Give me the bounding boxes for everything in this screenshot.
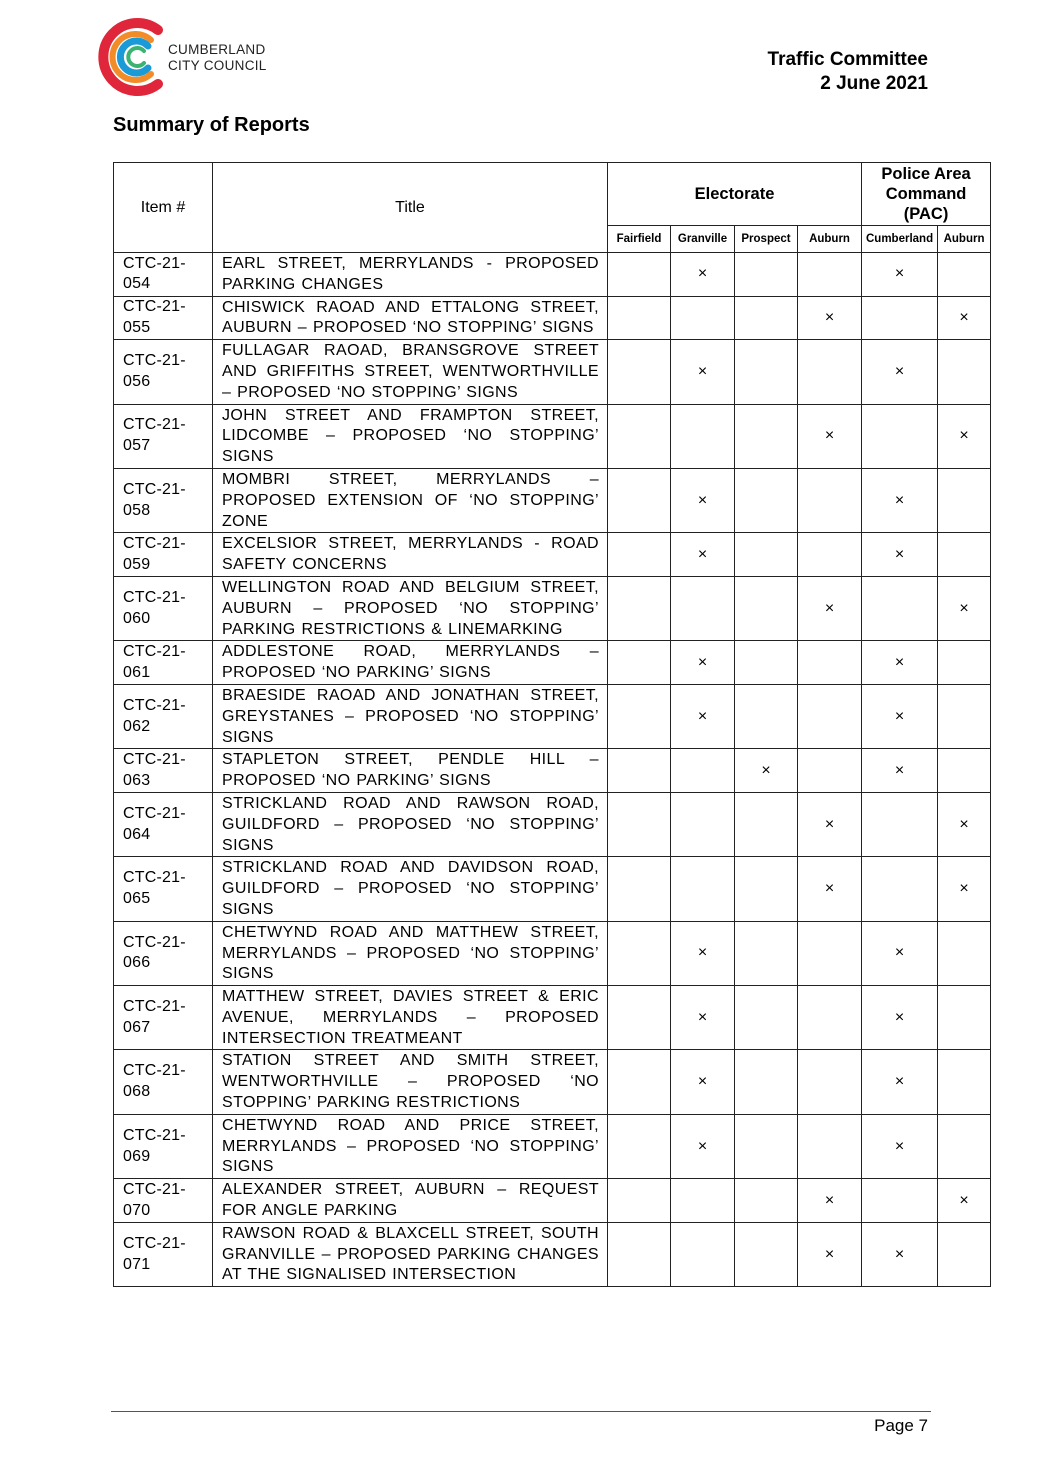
report-title: CHISWICK RAOAD AND ETTALONG STREET, AUBURN – PROPOSED ‘NO STOPPING’ SIGNS bbox=[213, 296, 608, 340]
empty-cell bbox=[608, 404, 671, 468]
report-title: STRICKLAND ROAD AND RAWSON ROAD, GUILDFORD – PROPOSED ‘NO STOPPING’ SIGNS bbox=[213, 792, 608, 856]
report-title: ALEXANDER STREET, AUBURN – REQUEST FOR ANGLE PARKING bbox=[213, 1179, 608, 1223]
cross-mark: × bbox=[671, 641, 735, 685]
empty-cell bbox=[735, 340, 798, 404]
page-title: Summary of Reports bbox=[113, 114, 310, 136]
table-row bbox=[114, 404, 991, 468]
column-group-electorate: Electorate bbox=[608, 163, 862, 226]
empty-cell bbox=[798, 340, 862, 404]
cross-mark: × bbox=[671, 340, 735, 404]
empty-cell bbox=[735, 296, 798, 340]
empty-cell bbox=[938, 921, 991, 985]
footer-divider bbox=[111, 1411, 931, 1412]
empty-cell bbox=[735, 533, 798, 577]
logo-text-line1: CUMBERLAND bbox=[168, 42, 266, 57]
empty-cell bbox=[671, 296, 735, 340]
column-header-prospect: Prospect bbox=[735, 226, 798, 253]
report-item-number: CTC-21- 071 bbox=[114, 1222, 213, 1286]
cross-mark: × bbox=[938, 576, 991, 640]
table-row bbox=[114, 1114, 991, 1178]
empty-cell bbox=[938, 533, 991, 577]
column-header-item: Item # bbox=[114, 163, 213, 253]
cross-mark: × bbox=[862, 340, 938, 404]
cross-mark: × bbox=[862, 1114, 938, 1178]
cross-mark: × bbox=[862, 1222, 938, 1286]
table-row bbox=[114, 857, 991, 921]
report-title: STRICKLAND ROAD AND DAVIDSON ROAD, GUILDFORD – PROPOSED ‘NO STOPPING’ SIGNS bbox=[213, 857, 608, 921]
report-title: STAPLETON STREET, PENDLE HILL – PROPOSED ‘NO PARKING’ SIGNS bbox=[213, 749, 608, 793]
empty-cell bbox=[735, 921, 798, 985]
report-title: FULLAGAR RAOAD, BRANSGROVE STREET AND GRIFFITHS STREET, WENTWORTHVILLE – PROPOSED ‘NO STOPPING’ SIGNS bbox=[213, 340, 608, 404]
table-row bbox=[114, 576, 991, 640]
empty-cell bbox=[608, 1114, 671, 1178]
report-item-number: CTC-21- 066 bbox=[114, 921, 213, 985]
logo-text-line2: CITY COUNCIL bbox=[168, 58, 267, 73]
empty-cell bbox=[608, 921, 671, 985]
cross-mark: × bbox=[862, 684, 938, 748]
table-row bbox=[114, 641, 991, 685]
column-header-granville: Granville bbox=[671, 226, 735, 253]
meeting-date: 2 June 2021 bbox=[820, 73, 928, 94]
report-item-number: CTC-21- 058 bbox=[114, 468, 213, 532]
empty-cell bbox=[735, 1050, 798, 1114]
table-row bbox=[114, 533, 991, 577]
report-item-number: CTC-21- 055 bbox=[114, 296, 213, 340]
report-title: BRAESIDE RAOAD AND JONATHAN STREET, GREYSTANES – PROPOSED ‘NO STOPPING’ SIGNS bbox=[213, 684, 608, 748]
empty-cell bbox=[735, 253, 798, 297]
empty-cell bbox=[608, 253, 671, 297]
report-title: MATTHEW STREET, DAVIES STREET & ERIC AVENUE, MERRYLANDS – PROPOSED INTERSECTION TREATMEANT bbox=[213, 986, 608, 1050]
cross-mark: × bbox=[938, 857, 991, 921]
report-item-number: CTC-21- 067 bbox=[114, 986, 213, 1050]
table-row bbox=[114, 1050, 991, 1114]
report-title: MOMBRI STREET, MERRYLANDS – PROPOSED EXTENSION OF ‘NO STOPPING’ ZONE bbox=[213, 468, 608, 532]
page-number: Page 7 bbox=[874, 1416, 928, 1435]
table-row bbox=[114, 792, 991, 856]
report-item-number: CTC-21- 064 bbox=[114, 792, 213, 856]
column-header-fairfield: Fairfield bbox=[608, 226, 671, 253]
empty-cell bbox=[798, 641, 862, 685]
council-logo-icon bbox=[96, 16, 166, 98]
empty-cell bbox=[735, 857, 798, 921]
column-header-auburn-pac: Auburn bbox=[938, 226, 991, 253]
cross-mark: × bbox=[862, 1050, 938, 1114]
empty-cell bbox=[735, 576, 798, 640]
column-header-cumberland-pac: Cumberland bbox=[862, 226, 938, 253]
empty-cell bbox=[798, 253, 862, 297]
cross-mark: × bbox=[862, 921, 938, 985]
report-item-number: CTC-21- 063 bbox=[114, 749, 213, 793]
summary-table bbox=[113, 162, 991, 1287]
report-item-number: CTC-21- 065 bbox=[114, 857, 213, 921]
empty-cell bbox=[671, 749, 735, 793]
cross-mark: × bbox=[798, 296, 862, 340]
empty-cell bbox=[735, 468, 798, 532]
report-title: EARL STREET, MERRYLANDS - PROPOSED PARKING CHANGES bbox=[213, 253, 608, 297]
table-row bbox=[114, 684, 991, 748]
report-title: JOHN STREET AND FRAMPTON STREET, LIDCOMBE – PROPOSED ‘NO STOPPING’ SIGNS bbox=[213, 404, 608, 468]
empty-cell bbox=[938, 1222, 991, 1286]
cross-mark: × bbox=[798, 576, 862, 640]
empty-cell bbox=[798, 749, 862, 793]
cross-mark: × bbox=[798, 792, 862, 856]
empty-cell bbox=[938, 468, 991, 532]
council-logo bbox=[96, 16, 296, 98]
cross-mark: × bbox=[671, 533, 735, 577]
report-item-number: CTC-21- 060 bbox=[114, 576, 213, 640]
empty-cell bbox=[938, 1050, 991, 1114]
empty-cell bbox=[608, 1179, 671, 1223]
cross-mark: × bbox=[798, 404, 862, 468]
empty-cell bbox=[608, 1222, 671, 1286]
table-row bbox=[114, 1179, 991, 1223]
report-title: CHETWYND ROAD AND MATTHEW STREET, MERRYLANDS – PROPOSED ‘NO STOPPING’ SIGNS bbox=[213, 921, 608, 985]
cross-mark: × bbox=[938, 404, 991, 468]
cross-mark: × bbox=[671, 1114, 735, 1178]
empty-cell bbox=[862, 1179, 938, 1223]
empty-cell bbox=[798, 986, 862, 1050]
empty-cell bbox=[938, 1114, 991, 1178]
cross-mark: × bbox=[798, 1179, 862, 1223]
empty-cell bbox=[735, 684, 798, 748]
empty-cell bbox=[735, 641, 798, 685]
cross-mark: × bbox=[735, 749, 798, 793]
report-item-number: CTC-21- 054 bbox=[114, 253, 213, 297]
cross-mark: × bbox=[938, 792, 991, 856]
table-row bbox=[114, 253, 991, 297]
cross-mark: × bbox=[671, 253, 735, 297]
cross-mark: × bbox=[938, 296, 991, 340]
cross-mark: × bbox=[862, 533, 938, 577]
table-row bbox=[114, 986, 991, 1050]
empty-cell bbox=[608, 340, 671, 404]
cross-mark: × bbox=[798, 1222, 862, 1286]
empty-cell bbox=[862, 857, 938, 921]
empty-cell bbox=[798, 1050, 862, 1114]
empty-cell bbox=[862, 576, 938, 640]
cross-mark: × bbox=[671, 1050, 735, 1114]
empty-cell bbox=[938, 641, 991, 685]
empty-cell bbox=[862, 296, 938, 340]
report-title: STATION STREET AND SMITH STREET, WENTWORTHVILLE – PROPOSED ‘NO STOPPING’ PARKING RESTRICTIONS bbox=[213, 1050, 608, 1114]
report-title: EXCELSIOR STREET, MERRYLANDS - ROAD SAFETY CONCERNS bbox=[213, 533, 608, 577]
empty-cell bbox=[671, 1222, 735, 1286]
empty-cell bbox=[798, 533, 862, 577]
empty-cell bbox=[862, 404, 938, 468]
table-row bbox=[114, 1222, 991, 1286]
cross-mark: × bbox=[671, 468, 735, 532]
empty-cell bbox=[862, 792, 938, 856]
empty-cell bbox=[608, 684, 671, 748]
report-item-number: CTC-21- 068 bbox=[114, 1050, 213, 1114]
report-item-number: CTC-21- 070 bbox=[114, 1179, 213, 1223]
empty-cell bbox=[608, 576, 671, 640]
empty-cell bbox=[608, 857, 671, 921]
cross-mark: × bbox=[862, 468, 938, 532]
empty-cell bbox=[938, 749, 991, 793]
report-item-number: CTC-21- 062 bbox=[114, 684, 213, 748]
empty-cell bbox=[938, 253, 991, 297]
report-title: RAWSON ROAD & BLAXCELL STREET, SOUTH GRANVILLE – PROPOSED PARKING CHANGES AT THE SIGNALISED INTERSECTION bbox=[213, 1222, 608, 1286]
empty-cell bbox=[735, 1179, 798, 1223]
empty-cell bbox=[671, 857, 735, 921]
cross-mark: × bbox=[862, 749, 938, 793]
empty-cell bbox=[671, 576, 735, 640]
empty-cell bbox=[735, 1222, 798, 1286]
report-item-number: CTC-21- 069 bbox=[114, 1114, 213, 1178]
column-group-pac: Police Area Command (PAC) bbox=[862, 163, 991, 226]
table-row bbox=[114, 468, 991, 532]
empty-cell bbox=[671, 1179, 735, 1223]
table-row bbox=[114, 921, 991, 985]
empty-cell bbox=[671, 792, 735, 856]
empty-cell bbox=[735, 404, 798, 468]
empty-cell bbox=[735, 792, 798, 856]
cross-mark: × bbox=[938, 1179, 991, 1223]
cross-mark: × bbox=[671, 921, 735, 985]
empty-cell bbox=[798, 1114, 862, 1178]
report-item-number: CTC-21- 056 bbox=[114, 340, 213, 404]
empty-cell bbox=[608, 296, 671, 340]
cross-mark: × bbox=[671, 684, 735, 748]
column-header-auburn-electorate: Auburn bbox=[798, 226, 862, 253]
empty-cell bbox=[608, 749, 671, 793]
column-header-title: Title bbox=[213, 163, 608, 253]
empty-cell bbox=[608, 1050, 671, 1114]
cross-mark: × bbox=[862, 986, 938, 1050]
empty-cell bbox=[798, 468, 862, 532]
empty-cell bbox=[608, 468, 671, 532]
table-body bbox=[114, 253, 991, 1287]
empty-cell bbox=[798, 921, 862, 985]
table-row bbox=[114, 340, 991, 404]
empty-cell bbox=[608, 641, 671, 685]
document-header bbox=[768, 48, 928, 96]
report-title: CHETWYND ROAD AND PRICE STREET, MERRYLANDS – PROPOSED ‘NO STOPPING’ SIGNS bbox=[213, 1114, 608, 1178]
empty-cell bbox=[938, 684, 991, 748]
cross-mark: × bbox=[862, 253, 938, 297]
table-row bbox=[114, 296, 991, 340]
empty-cell bbox=[608, 792, 671, 856]
report-item-number: CTC-21- 057 bbox=[114, 404, 213, 468]
empty-cell bbox=[798, 684, 862, 748]
empty-cell bbox=[608, 533, 671, 577]
report-title: ADDLESTONE ROAD, MERRYLANDS – PROPOSED ‘NO PARKING’ SIGNS bbox=[213, 641, 608, 685]
empty-cell bbox=[938, 340, 991, 404]
report-title: WELLINGTON ROAD AND BELGIUM STREET, AUBURN – PROPOSED ‘NO STOPPING’ PARKING RESTRICTIONS & LINEMARKING bbox=[213, 576, 608, 640]
empty-cell bbox=[938, 986, 991, 1050]
empty-cell bbox=[608, 986, 671, 1050]
empty-cell bbox=[735, 1114, 798, 1178]
committee-name: Traffic Committee bbox=[767, 49, 928, 70]
empty-cell bbox=[735, 986, 798, 1050]
cross-mark: × bbox=[798, 857, 862, 921]
report-item-number: CTC-21- 061 bbox=[114, 641, 213, 685]
table-row bbox=[114, 749, 991, 793]
report-item-number: CTC-21- 059 bbox=[114, 533, 213, 577]
cross-mark: × bbox=[671, 986, 735, 1050]
empty-cell bbox=[671, 404, 735, 468]
cross-mark: × bbox=[862, 641, 938, 685]
